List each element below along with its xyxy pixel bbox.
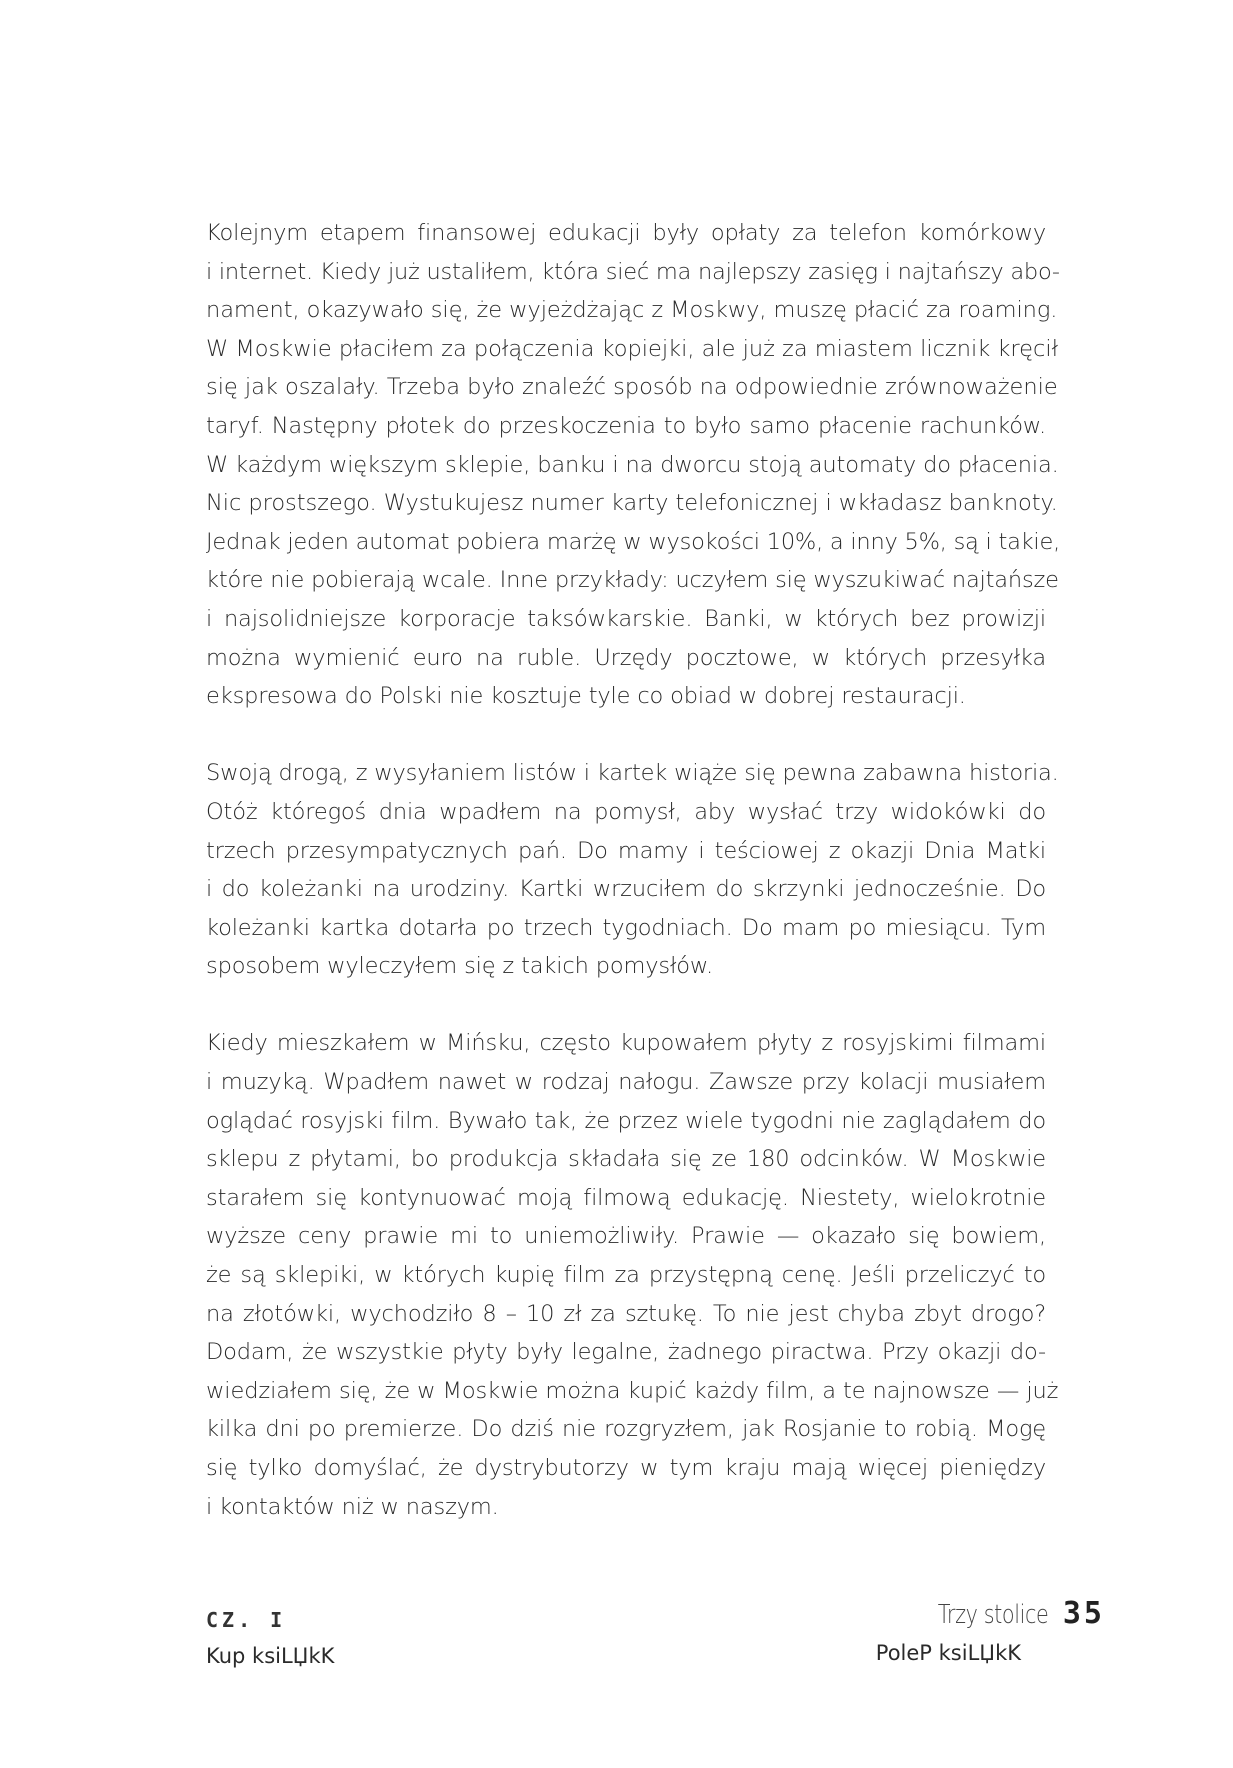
body-text bbox=[206, 214, 1060, 1565]
text-line: się jak oszalały. Trzeba było znaleźć sposób na odpowiednie zrównoważenie bbox=[206, 374, 1058, 401]
text-line: że są sklepiki, w których kupię film za przystępną cenę. Jeśli przeliczyć to bbox=[206, 1262, 1046, 1289]
text-line: i kontaktów niż w naszym. bbox=[206, 1493, 499, 1520]
text-line: i muzyką. Wpadłem nawet w rodzaj nałogu. Zawsze przy kolacji musiałem bbox=[206, 1069, 1046, 1096]
paragraph bbox=[206, 214, 1060, 716]
part-label: CZ. I bbox=[206, 1608, 287, 1632]
text-line: wyższe ceny prawie mi to uniemożliwiły. Prawie — okazało się bowiem, bbox=[206, 1223, 1046, 1250]
running-title-row bbox=[876, 1596, 1105, 1631]
text-line: się tylko domyślać, że dystrybutorzy w tym kraju mają więcej pieniędzy bbox=[206, 1455, 1046, 1481]
paragraph bbox=[206, 754, 1059, 986]
text-line: i najsolidniejsze korporacje taksówkarskie. Banki, w których bez prowizji bbox=[206, 605, 1046, 632]
text-line: ekspresowa do Polski nie kosztuje tyle co obiad w dobrej restauracji. bbox=[206, 683, 966, 710]
text-line: kilka dni po premierze. Do dziś nie rozgryzłem, jak Rosjanie to robią. Mogę bbox=[206, 1416, 1046, 1443]
text-line: oglądać rosyjski film. Bywało tak, że przez wiele tygodni nie zaglądałem do bbox=[206, 1107, 1046, 1134]
text-line: Swoją drogą, z wysyłaniem listów i kartek wiąże się pewna zabawna historia. bbox=[206, 760, 1059, 787]
text-line: które nie pobierają wcale. Inne przykłady: uczyłem się wyszukiwać najtańsze bbox=[206, 567, 1059, 594]
text-line: na złotówki, wychodziło 8 – 10 zł za sztukę. To nie jest chyba zbyt drogo? bbox=[206, 1300, 1046, 1327]
text-line: Jednak jeden automat pobiera marżę w wysokości 10%, a inny 5%, są i takie, bbox=[206, 528, 1060, 555]
text-line: wiedziałem się, że w Moskwie można kupić każdy film, a te najnowsze — już bbox=[206, 1377, 1059, 1404]
text-line: koleżanki kartka dotarła po trzech tygodniach. Do mam po miesiącu. Tym bbox=[206, 914, 1046, 941]
buy-book-link[interactable]: Kup ksiLЏkK bbox=[206, 1644, 335, 1668]
text-line: Kiedy mieszkałem w Mińsku, często kupowałem płyty z rosyjskimi filmami bbox=[206, 1030, 1046, 1057]
text-line: Otóż któregoś dnia wpadłem na pomysł, aby wysłać trzy widokówki do bbox=[206, 798, 1046, 825]
text-line: taryf. Następny płotek do przeskoczenia to było samo płacenie rachunków. bbox=[206, 412, 1046, 439]
page-number: 35 bbox=[1062, 1596, 1105, 1631]
text-line: i do koleżanki na urodziny. Kartki wrzuciłem do skrzynki jednocześnie. Do bbox=[206, 876, 1046, 903]
text-line: W każdym większym sklepie, banku i na dworcu stoją automaty do płacenia. bbox=[206, 451, 1059, 478]
book-title: Trzy stolice bbox=[938, 1600, 1049, 1630]
text-line: trzech przesympatycznych pań. Do mamy i teściowej z okazji Dnia Matki bbox=[206, 837, 1046, 864]
text-line: starałem się kontynuować moją filmową edukację. Niestety, wielokrotnie bbox=[206, 1184, 1046, 1211]
text-line: i internet. Kiedy już ustaliłem, która sieć ma najlepszy zasięg i najtańszy abo- bbox=[206, 258, 1060, 285]
text-line: sposobem wyleczyłem się z takich pomysłów. bbox=[206, 953, 714, 980]
text-line: W Moskwie płaciłem za połączenia kopiejki, ale już za miastem licznik kręcił bbox=[206, 335, 1058, 362]
footer-left bbox=[206, 1608, 334, 1668]
text-line: Dodam, że wszystkie płyty były legalne, żadnego piractwa. Przy okazji do- bbox=[206, 1339, 1046, 1366]
text-line: Kolejnym etapem finansowej edukacji były opłaty za telefon komórkowy bbox=[206, 220, 1046, 246]
text-line: można wymienić euro na ruble. Urzędy pocztowe, w których przesyłka bbox=[206, 644, 1046, 671]
footer-right bbox=[876, 1596, 1105, 1665]
recommend-book-link[interactable]: PoleP ksiLЏkK bbox=[875, 1641, 1021, 1665]
text-line: sklepu z płytami, bo produkcja składała się ze 180 odcinków. W Moskwie bbox=[206, 1146, 1046, 1173]
text-line: nament, okazywało się, że wyjeżdżając z Moskwy, muszę płacić za roaming. bbox=[206, 297, 1058, 324]
paragraph bbox=[206, 1024, 1059, 1526]
text-line: Nic prostszego. Wystukujesz numer karty telefonicznej i wkładasz banknoty. bbox=[206, 490, 1058, 517]
